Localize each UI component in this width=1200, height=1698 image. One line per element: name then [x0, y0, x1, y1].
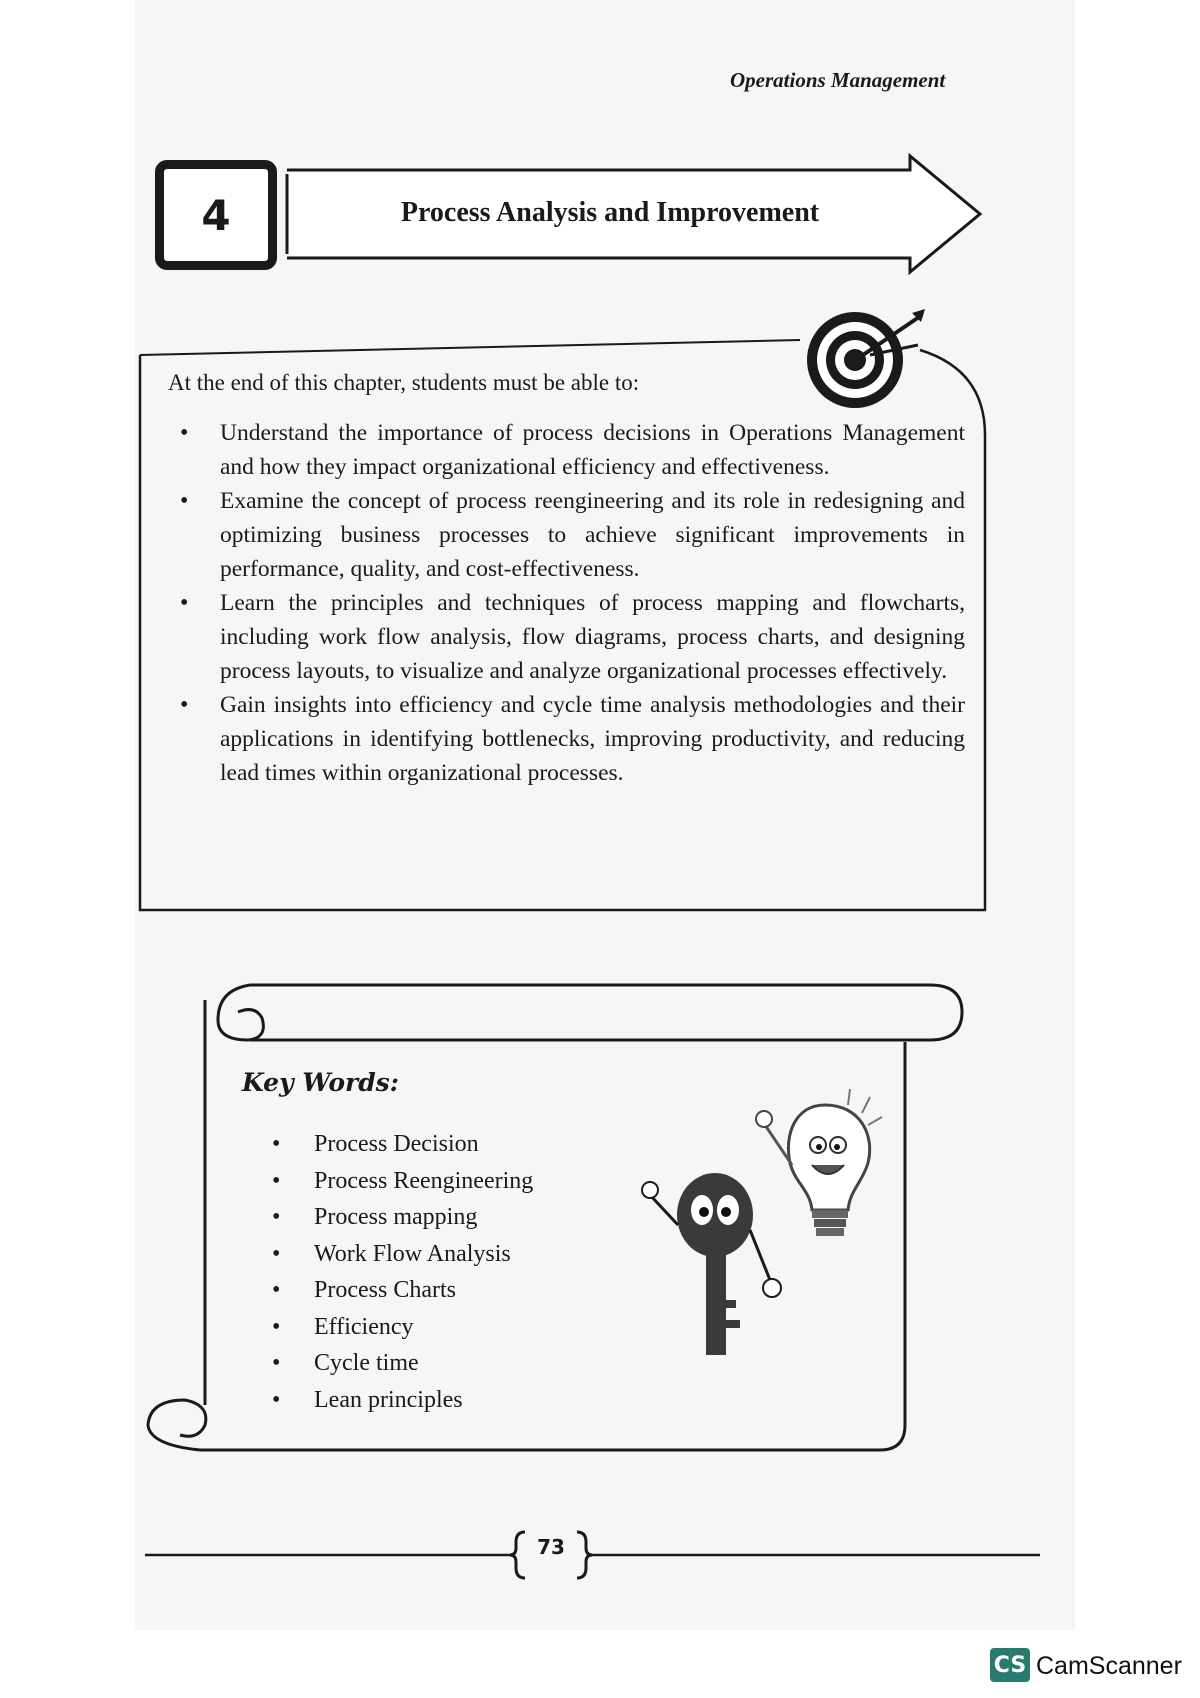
list-item: • Process Reengineering — [272, 1163, 533, 1200]
objectives-intro: At the end of this chapter, students must be able to: — [168, 370, 640, 395]
list-item: • Cycle time — [272, 1345, 533, 1382]
list-item: • Process Charts — [272, 1272, 533, 1309]
keywords-title: Key Words: — [242, 1068, 399, 1097]
camscanner-label: CamScanner — [1036, 1652, 1182, 1680]
running-head: Operations Management — [730, 68, 946, 92]
list-item: • Lean principles — [272, 1382, 533, 1419]
list-item: • Gain insights into efficiency and cycle time analysis methodologies and their applications in identifying bottlenecks, improving productivity, and reducing lead times within organizational processes. — [175, 688, 965, 790]
camscanner-logo-icon: CS — [990, 1648, 1030, 1682]
page-number: 73 — [537, 1535, 565, 1559]
list-item: • Learn the principles and techniques of process mapping and flowcharts, including work flow analysis, flow diagrams, process charts, and designing process layouts, to visualize and analyze organizational processes effectively. — [175, 586, 965, 688]
list-item: • Understand the importance of process decisions in Operations Management and how they impact organizational efficiency and effectiveness. — [175, 416, 965, 484]
list-item: • Process mapping — [272, 1199, 533, 1236]
chapter-number: 4 — [155, 160, 277, 270]
list-item: • Efficiency — [272, 1309, 533, 1346]
chapter-title: Process Analysis and Improvement — [400, 197, 820, 228]
list-item: • Examine the concept of process reengineering and its role in redesigning and optimizing business processes to achieve significant improvements in performance, quality, and cost-effectiveness. — [175, 484, 965, 586]
list-item: • Work Flow Analysis — [272, 1236, 533, 1273]
list-item: • Process Decision — [272, 1126, 533, 1163]
